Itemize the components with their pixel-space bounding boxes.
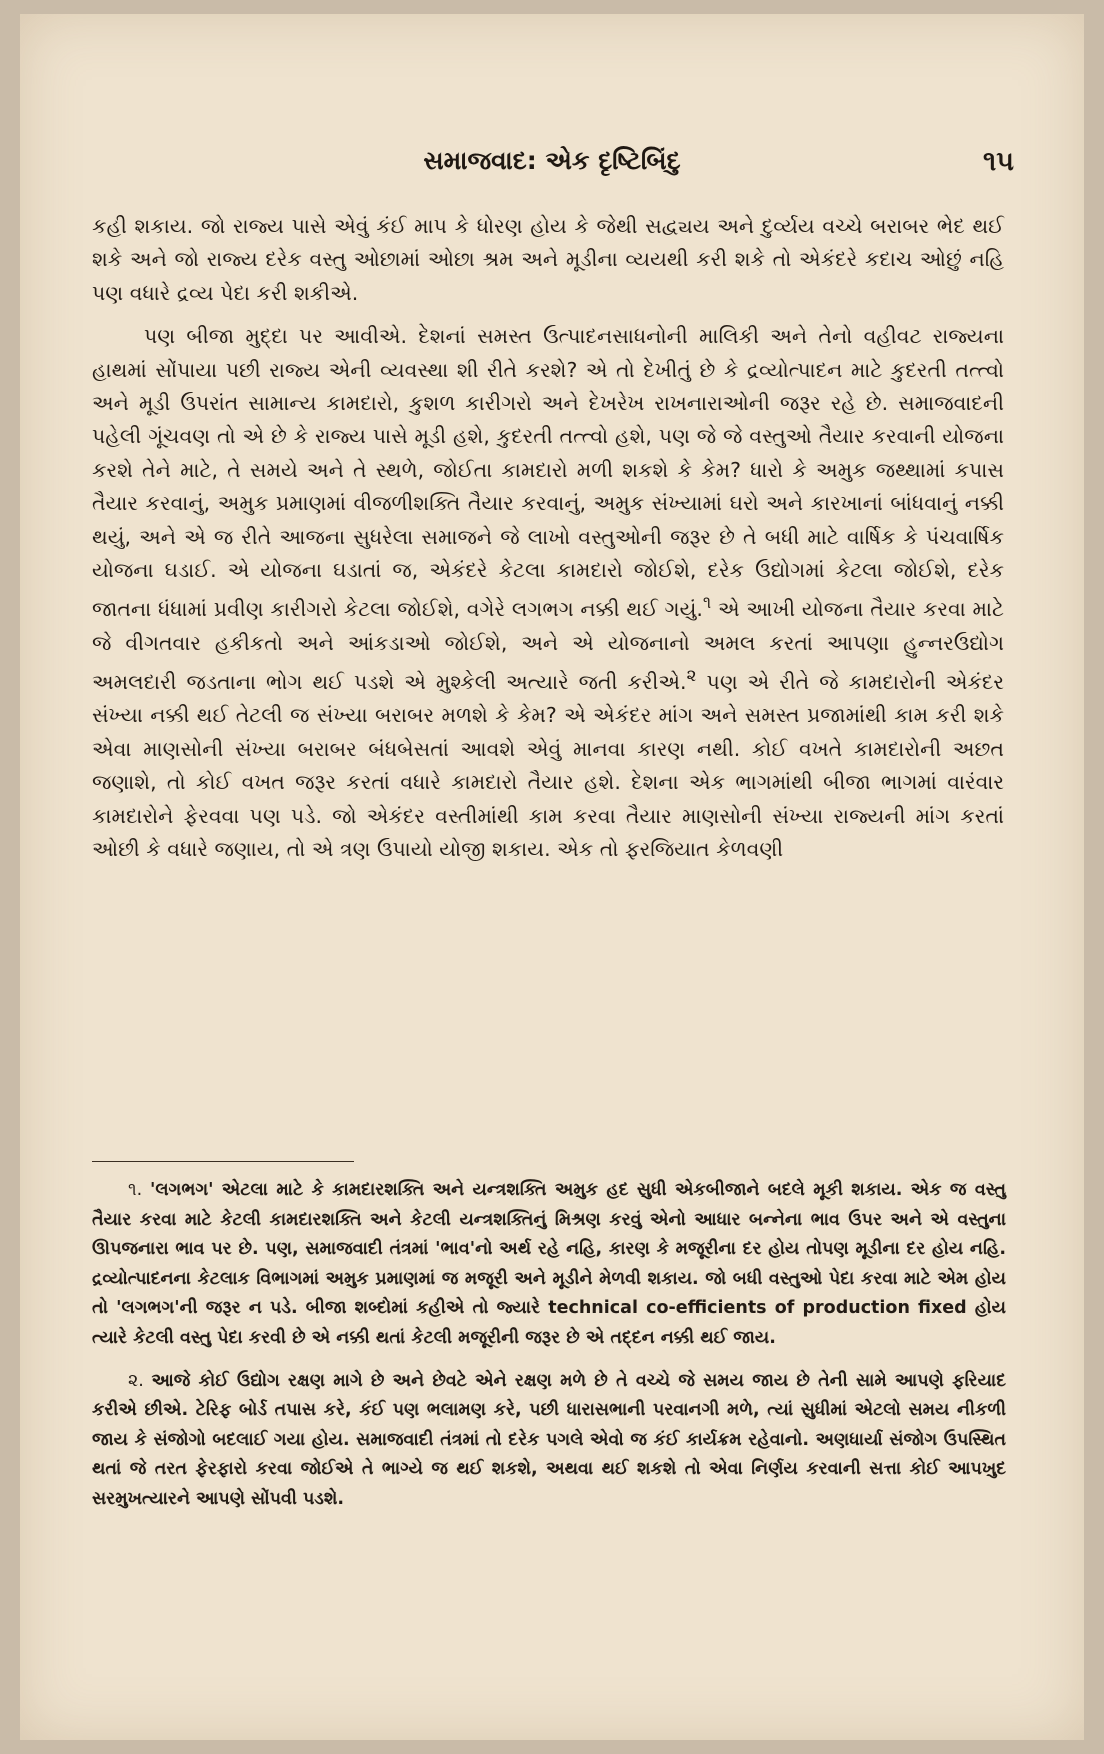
footnote-text: 'લગભગ' એટલા માટે કે કામદારશક્તિ અને યન્ત્રશક્તિ અમુક હદ સુધી એકબીજાને બદલે મૂકી શકાય. એક જ વસ્તુ તૈયાર કરવા માટે કેટલી કામદારશક્તિ અને કેટલી યન્ત્રશક્તિનું મિશ્રણ કરવું એનો આધાર બન્નેના ભાવ ઉપર અને એ વસ્તુના ઊપજનારા ભાવ પર છે. પણ, સમાજવાદી તંત્રમાં 'ભાવ'નો અર્થ રહે નહિ, કારણ કે મજૂરીના દર હોય તોપણ મૂડીના દર હોય નહિ. દ્રવ્યોત્પાદનના કેટલાક વિભાગમાં અમુક પ્રમાણમાં જ મજૂરી અને મૂડીને મેળવી શકાય. જો બધી વસ્તુઓ પેદા કરવા માટે એમ હોય તો 'લગભગ'ની જરૂર ન પડે. બીજા શબ્દોમાં કહીએ તો જ્યારે technical co-efficients of production fixed હોય ત્યારે કેટલી વસ્તુ પેદા કરવી છે એ નક્કી થતાં કેટલી મજૂરીની જરૂર છે એ તદ્દન નક્કી થઈ જાય. <box>92 1180 1006 1348</box>
paragraph-2-text-a: પણ બીજા મુદ્દા પર આવીએ. દેશનાં સમસ્ત ઉત્પાદનસાધનોની માલિકી અને તેનો વહીવટ રાજ્યના હાથમાં સોંપાયા પછી રાજ્ય એની વ્યવસ્થા શી રીતે કરશે? એ તો દેખીતું છે કે દ્રવ્યોત્પાદન માટે કુદરતી તત્ત્વો અને મૂડી ઉપરાંત સામાન્ય કામદારો, કુશળ કારીગરો અને દેખરેખ રાખનારાઓની જરૂર રહે છે. સમાજવાદની પહેલી ગૂંચવણ તો એ છે કે રાજ્ય પાસે મૂડી હશે, કુદરતી તત્ત્વો હશે, પણ જે જે વસ્તુઓ તૈયાર કરવાની યોજના કરશે તેને માટે, તે સમયે અને તે સ્થળે, જોઈતા કામદારો મળી શકશે કે કેમ? ધારો કે અમુક જથ્થામાં કપાસ તૈયાર કરવાનું, અમુક પ્રમાણમાં વીજળીશક્તિ તૈયાર કરવાનું, અમુક સંખ્યામાં ઘરો અને કારખાનાં બાંધવાનું નક્કી થયું, અને એ જ રીતે આજના સુધરેલા સમાજને જે લાખો વસ્તુઓની જરૂર છે તે બધી માટે વાર્ષિક કે પંચવાર્ષિક યોજના ઘડાઈ. એ યોજના ઘડાતાં જ, એકંદરે કેટલા કામદારો જોઈશે, દરેક ઉદ્યોગમાં કેટલા જોઈશે, દરેક જાતના ધંધામાં પ્રવીણ કારીગરો કેટલા જોઈશે, વગેરે લગભગ નક્કી થઈ ગયું. <box>92 324 1004 622</box>
page-number: ૧૫ <box>983 146 1014 177</box>
footnote-ref-2: ૨ <box>686 666 697 687</box>
footnote-divider <box>92 1161 354 1162</box>
footnote-text: આજે કોઈ ઉદ્યોગ રક્ષણ માગે છે અને છેવટે એને રક્ષણ મળે છે તે વચ્ચે જે સમય જાય છે તેની સામે આપણે ફરિયાદ કરીએ છીએ. ટેરિફ બોર્ડ તપાસ કરે, કંઈ પણ ભલામણ કરે, પછી ધારાસભાની પરવાનગી મળે, ત્યાં સુધીમાં એટલો સમય નીકળી જાય કે સંજોગો બદલાઈ ગયા હોય. સમાજવાદી તંત્રમાં તો દરેક પગલે એવો જ કંઈ કાર્યક્રમ રહેવાનો. અણધાર્યા સંજોગ ઉપસ્થિત થતાં જે તરત ફેરફારો કરવા જોઈએ તે ભાગ્યે જ થઈ શકશે, અથવા થઈ શકશે તો એવા નિર્ણય કરવાની સત્તા કોઈ આપખુદ સરમુખત્યારને આપણે સોંપવી પડશે. <box>92 1370 1006 1509</box>
page-header <box>20 146 1084 186</box>
paragraph-2-text-c: પણ એ રીતે જે કામદારોની એકંદર સંખ્યા નક્કી થઈ તેટલી જ સંખ્યા બરાબર મળશે કે કેમ? એ એકંદર માંગ અને સમસ્ત પ્રજામાંથી કામ કરી શકે એવા માણસોની સંખ્યા બરાબર બંધબેસતાં આવશે એવું માનવા કારણ નથી. કોઈ વખતે કામદારોની અછત જણાશે, તો કોઈ વખત જરૂર કરતાં વધારે કામદારો તૈયાર હશે. દેશના એક ભાગમાંથી બીજા ભાગમાં વારંવાર કામદારોને ફેરવવા પણ પડે. જો એકંદર વસ્તીમાંથી કામ કરવા તૈયાર માણસોની સંખ્યા રાજ્યની માંગ કરતાં ઓછી કે વધારે જણાય, તો એ ત્રણ ઉપાયો યોજી શકાય. એક તો ફરજિયાત કેળવણી <box>92 669 1004 861</box>
paragraph-1: કહી શકાય. જો રાજ્ય પાસે એવું કંઈ માપ કે ધોરણ હોય કે જેથી સદ્વ્યય અને દુર્વ્યય વચ્ચે બરાબર ભેદ થઈ શકે અને જો રાજ્ય દરેક વસ્તુ ઓછામાં ઓછા શ્રમ અને મૂડીના વ્યયથી કરી શકે તો એકંદરે કદાચ ઓછું નહિ પણ વધારે દ્રવ્ય પેદા કરી શકીએ. <box>92 214 1004 305</box>
book-page <box>20 14 1084 1740</box>
paragraph-2-text-b: એ આખી યોજના તૈયાર કરવા માટે જે વીગતવાર હકીકતો અને આંકડાઓ જોઈશે, અને એ યોજનાનો અમલ કરતાં આપણા હુન્નરઉદ્યોગ અમલદારી જડતાના ભોગ થઈ પડશે એ મુશ્કેલી અત્યારે જતી કરીએ. <box>92 597 1004 694</box>
footnote-2 <box>92 1367 1006 1515</box>
main-text <box>92 210 1004 876</box>
footnote-number: ૧. <box>128 1180 143 1200</box>
footnote-1 <box>92 1176 1006 1354</box>
running-title: સમાજવાદ: એક દૃષ્ટિબિંદુ <box>423 146 681 175</box>
paragraph-2 <box>92 320 1004 866</box>
footnote-ref-1: ૧ <box>702 593 712 614</box>
footnote-number: ૨. <box>128 1370 144 1391</box>
footnotes <box>92 1176 1006 1528</box>
